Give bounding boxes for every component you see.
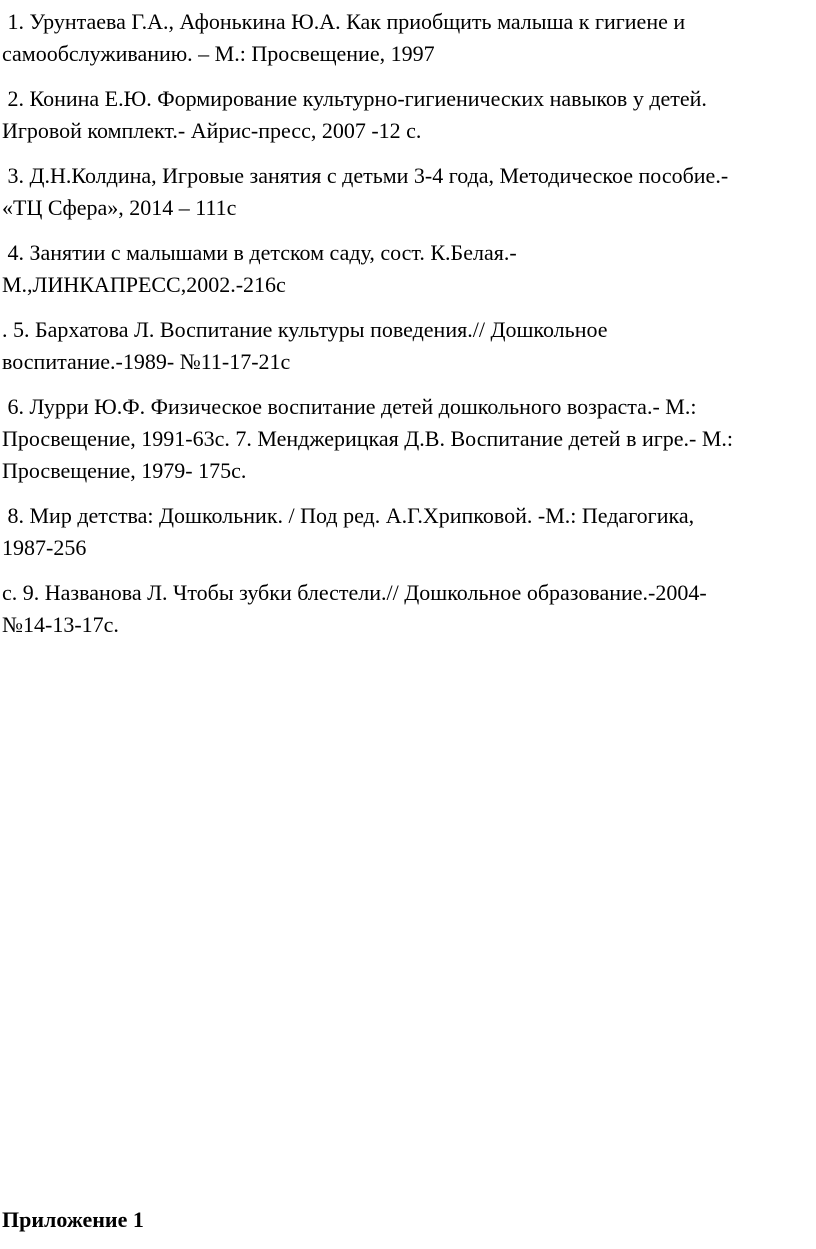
reference-line: Просвещение, 1979- 175с. xyxy=(2,458,247,483)
reference-line: 8. Мир детства: Дошкольник. / Под ред. А.Г.Хрипковой. -М.: Педагогика, xyxy=(2,503,695,528)
reference-line: воспитание.-1989- №11-17-21с xyxy=(2,349,291,374)
reference-line: Игровой комплект.- Айрис-пресс, 2007 -12 с. xyxy=(2,118,422,143)
reference-line: 2. Конина Е.Ю. Формирование культурно-гигиенических навыков у детей. xyxy=(2,86,707,111)
reference-line: М.,ЛИНКАПРЕСС,2002.-216с xyxy=(2,272,286,297)
reference-line: 3. Д.Н.Колдина, Игровые занятия с детьми 3-4 года, Методическое пособие.- xyxy=(2,163,729,188)
reference-item-1 xyxy=(2,6,812,70)
appendix-heading: Приложение 1 xyxy=(2,1207,144,1232)
reference-item-3 xyxy=(2,160,812,224)
reference-line: №14-13-17с. xyxy=(2,612,119,637)
reference-item-4 xyxy=(2,237,812,301)
reference-line: самообслуживанию. – М.: Просвещение, 1997 xyxy=(2,41,435,66)
reference-line: 6. Лурри Ю.Ф. Физическое воспитание детей дошкольного возраста.- М.: xyxy=(2,394,697,419)
reference-item-8 xyxy=(2,500,812,564)
reference-line: с. 9. Названова Л. Чтобы зубки блестели.// Дошкольное образование.-2004- xyxy=(2,580,707,605)
reference-item-6 xyxy=(2,391,812,487)
reference-item-9 xyxy=(2,577,812,641)
reference-line: . 5. Бархатова Л. Воспитание культуры поведения.// Дошкольное xyxy=(2,317,608,342)
reference-line: 4. Занятии с малышами в детском саду, сост. К.Белая.- xyxy=(2,240,517,265)
reference-item-2 xyxy=(2,83,812,147)
reference-list xyxy=(2,6,812,654)
reference-line: 1. Урунтаева Г.А., Афонькина Ю.А. Как приобщить малыша к гигиене и xyxy=(2,9,686,34)
reference-line: Просвещение, 1991-63с. 7. Менджерицкая Д.В. Воспитание детей в игре.- М.: xyxy=(2,426,734,451)
reference-item-5 xyxy=(2,314,812,378)
reference-line: «ТЦ Сфера», 2014 – 111с xyxy=(2,195,237,220)
reference-line: 1987-256 xyxy=(2,535,87,560)
